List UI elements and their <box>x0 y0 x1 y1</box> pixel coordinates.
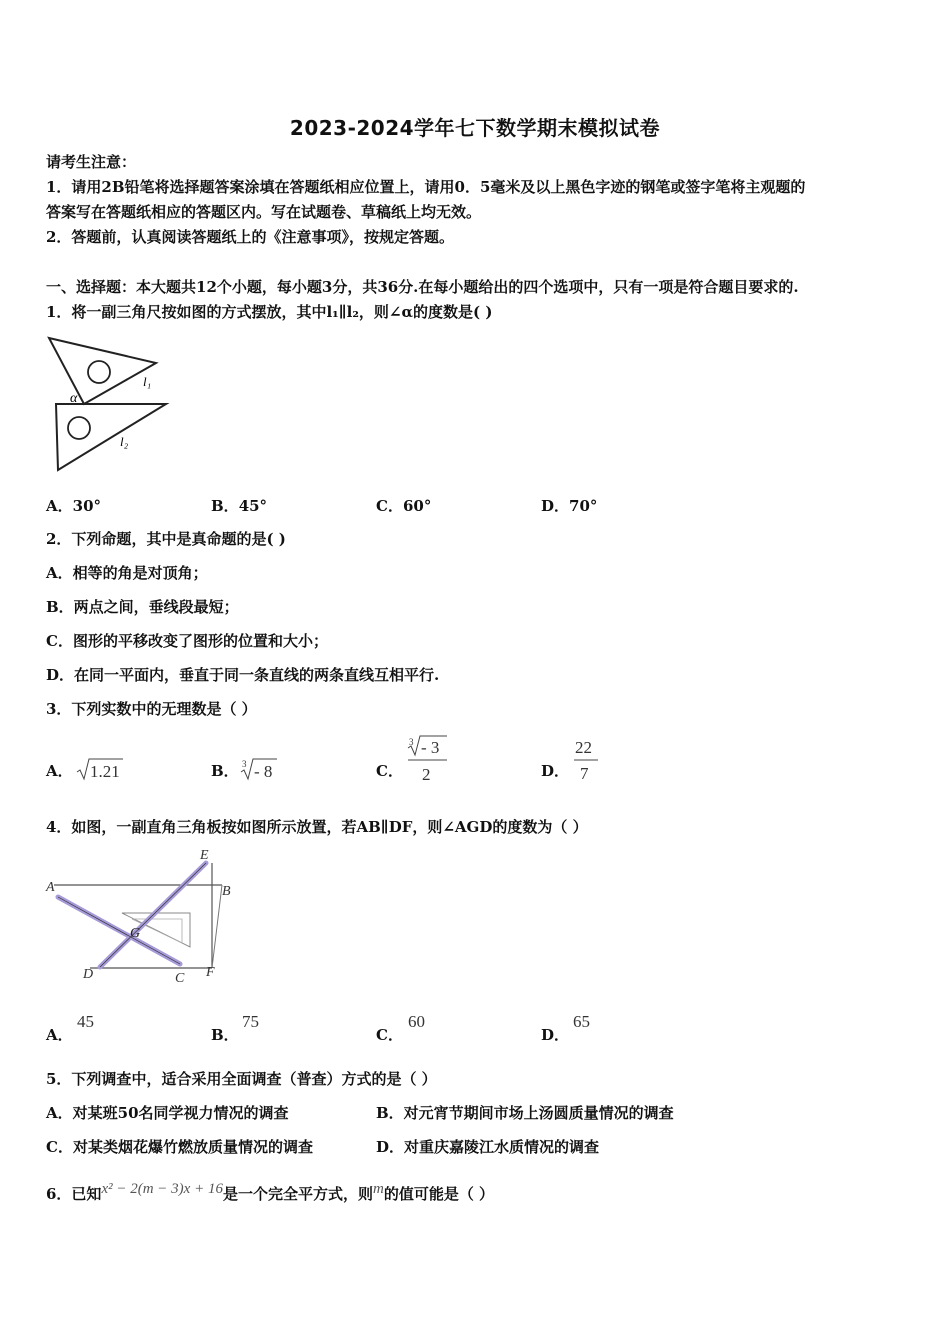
notice-line-3: 2．答题前，认真阅读答题纸上的《注意事项》，按规定答题。 <box>46 228 454 246</box>
q5-option-b: B．对元宵节期间市场上汤圆质量情况的调查 <box>376 1104 674 1122</box>
q3-option-c-label: C． <box>376 762 403 780</box>
svg-text:3: 3 <box>409 737 414 747</box>
q4-option-d-value: 65 <box>573 1012 590 1031</box>
q4-option-b-label: B． <box>211 1026 239 1044</box>
notice-line-1: 1．请用2B铅笔将选择题答案涂填在答题纸相应位置上，请用0．5毫米及以上黑色字迹的钢笔或签字笔将主观题的 <box>46 178 806 196</box>
q3-option-a-radical <box>75 755 125 783</box>
page-title: 2023-2024学年七下数学期末模拟试卷 <box>289 116 661 140</box>
q6-middle: 是一个完全平方式，则 <box>222 1185 373 1203</box>
q5-option-a: A．对某班50名同学视力情况的调查 <box>46 1104 289 1122</box>
q4-label-b: B <box>222 884 231 899</box>
q3-option-d-numerator: 22 <box>575 738 592 757</box>
q5-stem: 5．下列调查中，适合采用全面调查（普查）方式的是（ ） <box>46 1070 437 1088</box>
q1-option-a: A．30° <box>46 497 102 515</box>
q3-option-a-radicand: 1.21 <box>90 762 120 781</box>
notice-heading: 请考生注意： <box>46 153 137 171</box>
q3-option-d-label: D． <box>541 762 570 780</box>
q3-option-b-radicand: - 8 <box>254 762 273 781</box>
q4-label-c: C <box>175 971 185 986</box>
q3-option-c-fraction <box>405 733 450 788</box>
q1-figure <box>44 332 174 477</box>
section-heading: 一、选择题：本大题共12个小题，每小题3分，共36分.在每小题给出的四个选项中，只有一项是符合题目要求的. <box>46 278 799 296</box>
q6-var: m <box>372 1181 384 1197</box>
q4-label-g: G <box>130 926 141 941</box>
q3-option-d-fraction <box>572 736 602 786</box>
q6-formula: x² − 2(m − 3)x + 16 <box>101 1181 223 1197</box>
q2-option-b: B．两点之间，垂线段最短； <box>46 598 239 616</box>
q4-option-a-label: A． <box>46 1026 73 1044</box>
q6-prefix: 6．已知 <box>46 1185 102 1203</box>
q3-stem: 3．下列实数中的无理数是（ ） <box>46 700 257 718</box>
q6-suffix: 的值可能是（ ） <box>383 1185 495 1203</box>
q3-option-b-index: 3 <box>242 759 247 769</box>
q2-option-a: A．相等的角是对顶角； <box>46 564 208 582</box>
q4-label-e: E <box>200 848 209 863</box>
q3-option-c-denominator: 2 <box>422 765 431 784</box>
q1-option-d: D．70° <box>541 497 598 515</box>
q1-l1-label: l₁ <box>143 374 152 389</box>
q1-l2-label: l₂ <box>120 434 129 449</box>
q2-option-c: C．图形的平移改变了图形的位置和大小； <box>46 632 328 650</box>
q1-option-c: C．60° <box>376 497 432 515</box>
q3-option-b-radical <box>239 755 279 783</box>
q1-alpha-label: α <box>70 391 78 406</box>
q4-option-a-value: 45 <box>77 1012 94 1031</box>
q1-stem: 1．将一副三角尺按如图的方式摆放，其中l₁∥l₂，则∠α的度数是( ) <box>46 303 493 321</box>
q4-figure <box>40 845 240 990</box>
q4-option-b-value: 75 <box>242 1012 259 1031</box>
q4-option-c-value: 60 <box>408 1012 425 1031</box>
notice-line-2: 答案写在答题纸相应的答题区内。写在试题卷、草稿纸上均无效。 <box>46 203 482 221</box>
q3-option-b-label: B． <box>211 762 239 780</box>
q4-stem: 4．如图，一副直角三角板按如图所示放置，若AB∥DF，则∠AGD的度数为（ ） <box>46 818 588 836</box>
q4-option-d-label: D． <box>541 1026 570 1044</box>
q2-stem: 2．下列命题，其中是真命题的是( ) <box>46 530 286 548</box>
q2-option-d: D．在同一平面内，垂直于同一条直线的两条直线互相平行. <box>46 666 440 684</box>
q4-label-d: D <box>83 967 94 982</box>
q6-stem <box>46 1181 495 1205</box>
q4-label-a: A <box>46 880 55 895</box>
q1-option-b: B．45° <box>211 497 268 515</box>
q3-option-c-radicand: - 3 <box>421 738 440 757</box>
q5-option-c: C．对某类烟花爆竹燃放质量情况的调查 <box>46 1138 313 1156</box>
q4-option-c-label: C． <box>376 1026 403 1044</box>
q3-option-d-denominator: 7 <box>580 764 589 783</box>
q5-option-d: D．对重庆嘉陵江水质情况的调查 <box>376 1138 600 1156</box>
q3-option-a-label: A． <box>46 762 73 780</box>
q4-label-f: F <box>206 965 215 980</box>
